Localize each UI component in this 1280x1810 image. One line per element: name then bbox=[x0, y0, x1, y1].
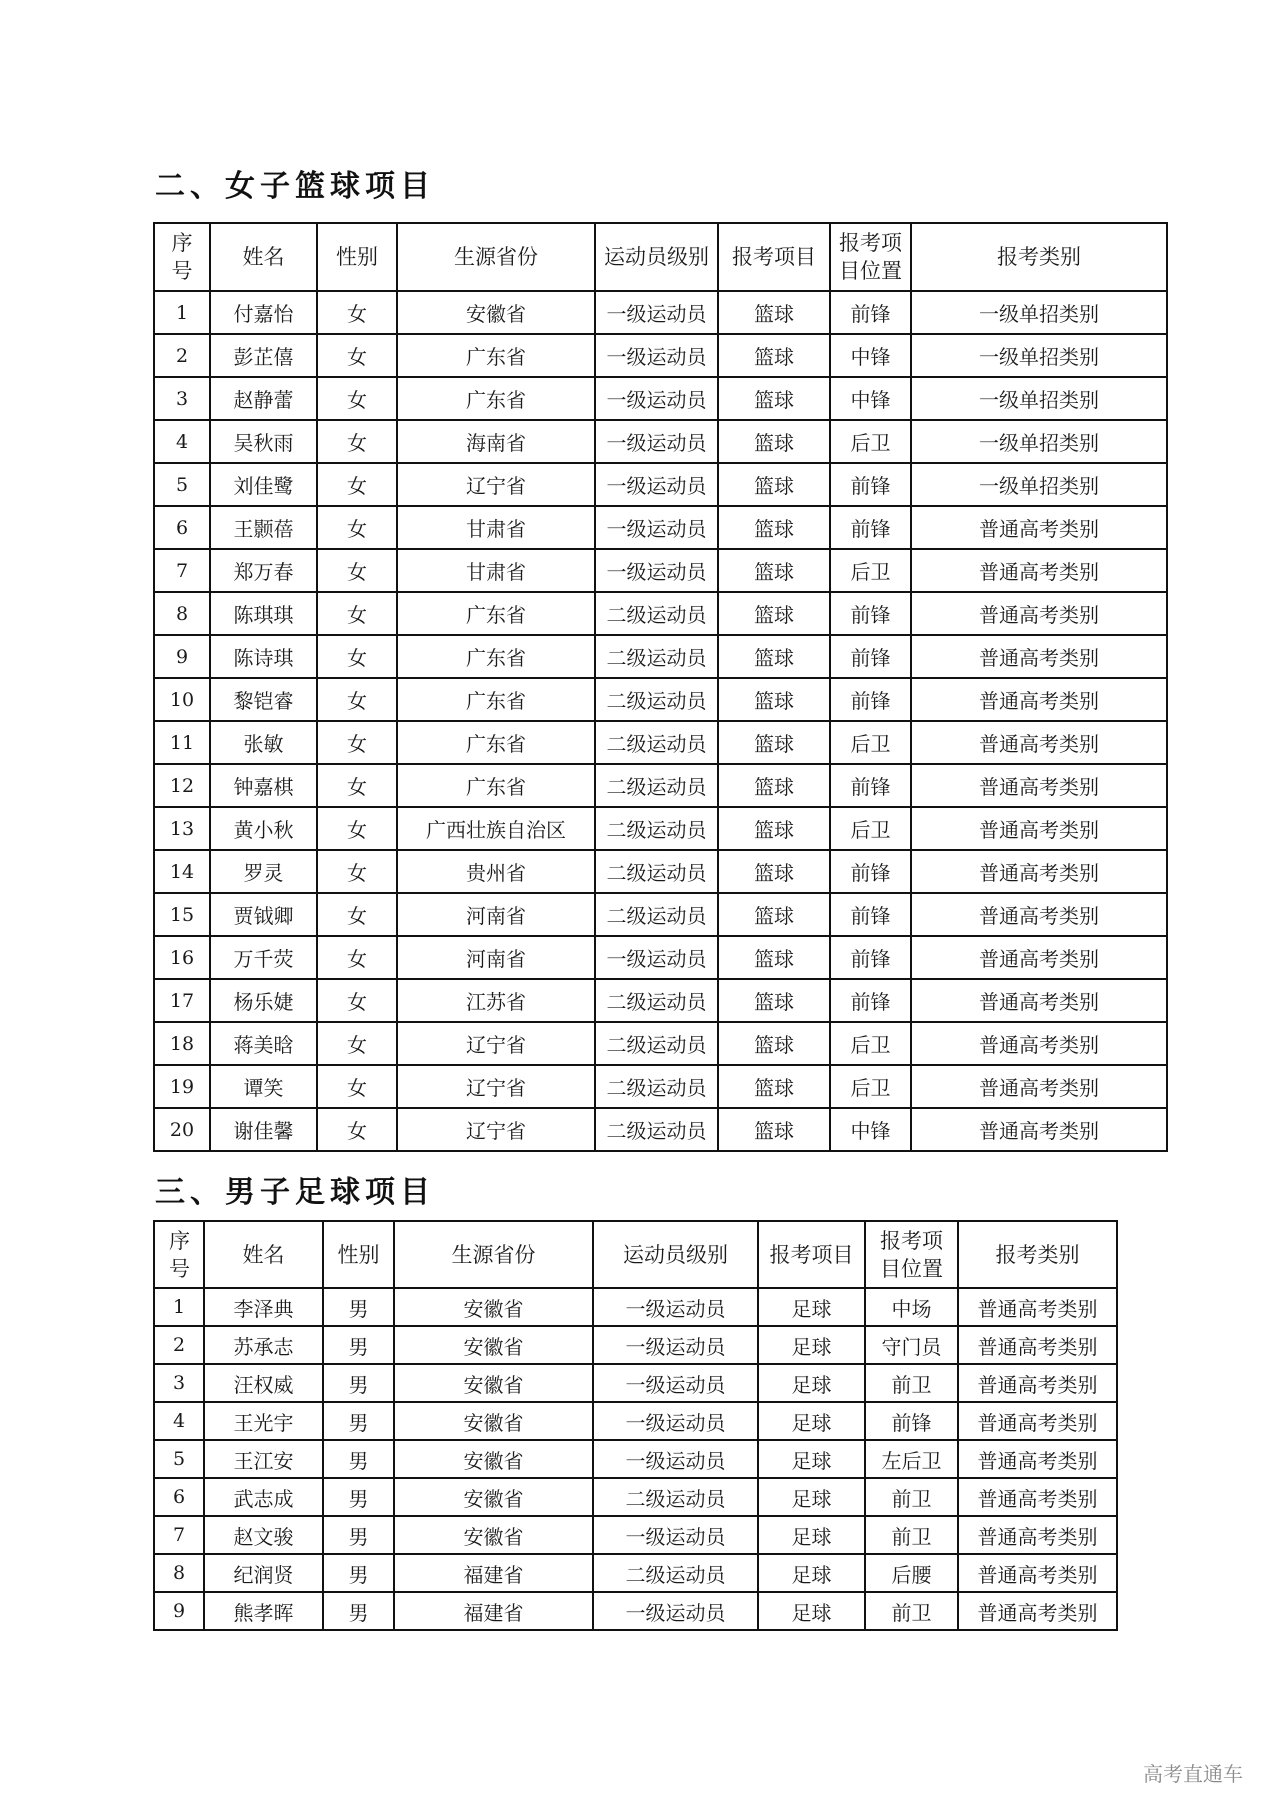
cell-name: 赵静蕾 bbox=[210, 377, 317, 420]
cell-gender: 女 bbox=[317, 893, 397, 936]
cell-seq: 6 bbox=[154, 506, 210, 549]
cell-gender: 男 bbox=[323, 1516, 394, 1554]
cell-athlete-level: 二级运动员 bbox=[595, 678, 718, 721]
table-row bbox=[154, 850, 1167, 893]
cell-position: 守门员 bbox=[865, 1326, 958, 1364]
cell-sport: 篮球 bbox=[718, 1108, 830, 1151]
cell-name: 谭笑 bbox=[210, 1065, 317, 1108]
cell-category: 普通高考类别 bbox=[911, 506, 1167, 549]
cell-province: 福建省 bbox=[394, 1554, 593, 1592]
cell-position: 后卫 bbox=[830, 549, 911, 592]
cell-position: 前锋 bbox=[830, 936, 911, 979]
column-header-province: 生源省份 bbox=[394, 1221, 593, 1288]
table-row bbox=[154, 979, 1167, 1022]
cell-sport: 足球 bbox=[758, 1326, 865, 1364]
cell-name: 李泽典 bbox=[204, 1288, 323, 1326]
cell-sport: 篮球 bbox=[718, 1065, 830, 1108]
cell-province: 贵州省 bbox=[397, 850, 595, 893]
table-row bbox=[154, 463, 1167, 506]
cell-athlete-level: 二级运动员 bbox=[595, 635, 718, 678]
cell-seq: 2 bbox=[154, 334, 210, 377]
column-header-name: 姓名 bbox=[204, 1221, 323, 1288]
cell-seq: 14 bbox=[154, 850, 210, 893]
cell-position: 后腰 bbox=[865, 1554, 958, 1592]
column-header-position: 报考项目位置 bbox=[830, 223, 911, 291]
cell-athlete-level: 一级运动员 bbox=[593, 1364, 758, 1402]
cell-seq: 8 bbox=[154, 592, 210, 635]
cell-sport: 篮球 bbox=[718, 463, 830, 506]
cell-position: 中锋 bbox=[830, 377, 911, 420]
column-header-category: 报考类别 bbox=[911, 223, 1167, 291]
cell-name: 张敏 bbox=[210, 721, 317, 764]
cell-province: 安徽省 bbox=[394, 1326, 593, 1364]
cell-position: 前锋 bbox=[830, 893, 911, 936]
cell-province: 海南省 bbox=[397, 420, 595, 463]
cell-gender: 女 bbox=[317, 463, 397, 506]
cell-province: 安徽省 bbox=[394, 1478, 593, 1516]
cell-athlete-level: 二级运动员 bbox=[595, 893, 718, 936]
cell-athlete-level: 一级运动员 bbox=[595, 936, 718, 979]
cell-name: 吴秋雨 bbox=[210, 420, 317, 463]
cell-position: 前锋 bbox=[830, 979, 911, 1022]
cell-gender: 女 bbox=[317, 334, 397, 377]
cell-gender: 女 bbox=[317, 1065, 397, 1108]
column-header-position: 报考项目位置 bbox=[865, 1221, 958, 1288]
cell-athlete-level: 一级运动员 bbox=[595, 506, 718, 549]
table-row bbox=[154, 506, 1167, 549]
cell-gender: 女 bbox=[317, 936, 397, 979]
cell-seq: 3 bbox=[154, 377, 210, 420]
cell-name: 赵文骏 bbox=[204, 1516, 323, 1554]
cell-position: 后卫 bbox=[830, 1022, 911, 1065]
table-body bbox=[154, 1288, 1117, 1630]
cell-category: 一级单招类别 bbox=[911, 420, 1167, 463]
cell-seq: 18 bbox=[154, 1022, 210, 1065]
cell-sport: 篮球 bbox=[718, 721, 830, 764]
cell-name: 付嘉怡 bbox=[210, 291, 317, 334]
table-row bbox=[154, 1108, 1167, 1151]
cell-category: 普通高考类别 bbox=[958, 1592, 1117, 1630]
womens-basketball-table bbox=[153, 222, 1168, 1152]
cell-province: 广东省 bbox=[397, 377, 595, 420]
cell-seq: 5 bbox=[154, 1440, 204, 1478]
cell-sport: 篮球 bbox=[718, 291, 830, 334]
section-title-womens-basketball: 二、女子篮球项目 bbox=[155, 169, 435, 204]
cell-gender: 女 bbox=[317, 592, 397, 635]
column-header-sport: 报考项目 bbox=[718, 223, 830, 291]
table-row bbox=[154, 1516, 1117, 1554]
cell-category: 普通高考类别 bbox=[958, 1402, 1117, 1440]
cell-category: 普通高考类别 bbox=[911, 1108, 1167, 1151]
cell-category: 普通高考类别 bbox=[958, 1326, 1117, 1364]
cell-gender: 女 bbox=[317, 549, 397, 592]
cell-category: 普通高考类别 bbox=[911, 592, 1167, 635]
cell-seq: 1 bbox=[154, 291, 210, 334]
cell-gender: 女 bbox=[317, 291, 397, 334]
cell-category: 普通高考类别 bbox=[911, 721, 1167, 764]
table-row bbox=[154, 420, 1167, 463]
cell-position: 前锋 bbox=[830, 850, 911, 893]
cell-sport: 足球 bbox=[758, 1478, 865, 1516]
cell-category: 普通高考类别 bbox=[958, 1516, 1117, 1554]
cell-gender: 女 bbox=[317, 678, 397, 721]
cell-category: 普通高考类别 bbox=[911, 893, 1167, 936]
table-row bbox=[154, 807, 1167, 850]
cell-sport: 篮球 bbox=[718, 678, 830, 721]
cell-category: 普通高考类别 bbox=[911, 635, 1167, 678]
cell-category: 普通高考类别 bbox=[958, 1364, 1117, 1402]
cell-name: 蒋美晗 bbox=[210, 1022, 317, 1065]
cell-name: 王光宇 bbox=[204, 1402, 323, 1440]
cell-seq: 17 bbox=[154, 979, 210, 1022]
cell-province: 安徽省 bbox=[394, 1516, 593, 1554]
cell-sport: 篮球 bbox=[718, 979, 830, 1022]
cell-sport: 篮球 bbox=[718, 1022, 830, 1065]
cell-province: 辽宁省 bbox=[397, 463, 595, 506]
cell-seq: 5 bbox=[154, 463, 210, 506]
cell-gender: 女 bbox=[317, 850, 397, 893]
cell-position: 前卫 bbox=[865, 1516, 958, 1554]
cell-position: 前锋 bbox=[830, 506, 911, 549]
cell-name: 刘佳鹭 bbox=[210, 463, 317, 506]
cell-name: 郑万春 bbox=[210, 549, 317, 592]
table-row bbox=[154, 1554, 1117, 1592]
cell-province: 广西壮族自治区 bbox=[397, 807, 595, 850]
section-title-mens-football: 三、男子足球项目 bbox=[155, 1175, 435, 1210]
cell-category: 普通高考类别 bbox=[911, 807, 1167, 850]
cell-athlete-level: 一级运动员 bbox=[595, 463, 718, 506]
cell-province: 安徽省 bbox=[397, 291, 595, 334]
cell-sport: 足球 bbox=[758, 1288, 865, 1326]
cell-name: 杨乐婕 bbox=[210, 979, 317, 1022]
cell-category: 普通高考类别 bbox=[958, 1554, 1117, 1592]
cell-position: 前锋 bbox=[830, 678, 911, 721]
cell-province: 河南省 bbox=[397, 893, 595, 936]
cell-position: 中场 bbox=[865, 1288, 958, 1326]
cell-province: 广东省 bbox=[397, 721, 595, 764]
cell-sport: 篮球 bbox=[718, 850, 830, 893]
cell-sport: 篮球 bbox=[718, 592, 830, 635]
cell-seq: 2 bbox=[154, 1326, 204, 1364]
cell-name: 熊孝晖 bbox=[204, 1592, 323, 1630]
cell-athlete-level: 二级运动员 bbox=[595, 764, 718, 807]
cell-province: 广东省 bbox=[397, 592, 595, 635]
cell-gender: 男 bbox=[323, 1288, 394, 1326]
cell-sport: 篮球 bbox=[718, 420, 830, 463]
cell-position: 中锋 bbox=[830, 1108, 911, 1151]
cell-name: 贾钺卿 bbox=[210, 893, 317, 936]
cell-sport: 篮球 bbox=[718, 334, 830, 377]
table-row bbox=[154, 1065, 1167, 1108]
cell-name: 陈诗琪 bbox=[210, 635, 317, 678]
cell-seq: 7 bbox=[154, 1516, 204, 1554]
cell-category: 普通高考类别 bbox=[911, 549, 1167, 592]
cell-position: 前锋 bbox=[830, 463, 911, 506]
cell-name: 罗灵 bbox=[210, 850, 317, 893]
cell-gender: 女 bbox=[317, 807, 397, 850]
cell-sport: 足球 bbox=[758, 1516, 865, 1554]
cell-name: 武志成 bbox=[204, 1478, 323, 1516]
table-row bbox=[154, 549, 1167, 592]
cell-category: 普通高考类别 bbox=[911, 764, 1167, 807]
table-row bbox=[154, 764, 1167, 807]
cell-gender: 女 bbox=[317, 635, 397, 678]
cell-sport: 篮球 bbox=[718, 807, 830, 850]
table-header bbox=[154, 223, 1167, 291]
cell-gender: 男 bbox=[323, 1402, 394, 1440]
cell-seq: 11 bbox=[154, 721, 210, 764]
table-row bbox=[154, 334, 1167, 377]
table-row bbox=[154, 291, 1167, 334]
cell-province: 辽宁省 bbox=[397, 1022, 595, 1065]
cell-province: 安徽省 bbox=[394, 1402, 593, 1440]
cell-gender: 男 bbox=[323, 1478, 394, 1516]
cell-name: 苏承志 bbox=[204, 1326, 323, 1364]
cell-seq: 15 bbox=[154, 893, 210, 936]
cell-athlete-level: 一级运动员 bbox=[595, 291, 718, 334]
cell-name: 纪润贤 bbox=[204, 1554, 323, 1592]
cell-athlete-level: 二级运动员 bbox=[595, 1022, 718, 1065]
cell-name: 黄小秋 bbox=[210, 807, 317, 850]
cell-category: 一级单招类别 bbox=[911, 463, 1167, 506]
cell-athlete-level: 一级运动员 bbox=[595, 377, 718, 420]
cell-gender: 女 bbox=[317, 506, 397, 549]
cell-name: 王江安 bbox=[204, 1440, 323, 1478]
cell-sport: 篮球 bbox=[718, 635, 830, 678]
table-body bbox=[154, 291, 1167, 1151]
cell-position: 后卫 bbox=[830, 1065, 911, 1108]
cell-sport: 篮球 bbox=[718, 936, 830, 979]
cell-seq: 9 bbox=[154, 1592, 204, 1630]
column-header-athlete-level: 运动员级别 bbox=[593, 1221, 758, 1288]
cell-position: 前锋 bbox=[830, 291, 911, 334]
column-header-sport: 报考项目 bbox=[758, 1221, 865, 1288]
cell-athlete-level: 一级运动员 bbox=[593, 1402, 758, 1440]
cell-gender: 女 bbox=[317, 721, 397, 764]
cell-position: 后卫 bbox=[830, 420, 911, 463]
column-header-gender: 性别 bbox=[317, 223, 397, 291]
cell-athlete-level: 二级运动员 bbox=[595, 979, 718, 1022]
cell-position: 前卫 bbox=[865, 1592, 958, 1630]
table-row bbox=[154, 1440, 1117, 1478]
cell-position: 左后卫 bbox=[865, 1440, 958, 1478]
cell-athlete-level: 一级运动员 bbox=[593, 1516, 758, 1554]
table-row bbox=[154, 678, 1167, 721]
cell-category: 普通高考类别 bbox=[958, 1478, 1117, 1516]
cell-category: 普通高考类别 bbox=[911, 936, 1167, 979]
cell-position: 前锋 bbox=[865, 1402, 958, 1440]
cell-athlete-level: 二级运动员 bbox=[593, 1554, 758, 1592]
cell-athlete-level: 二级运动员 bbox=[595, 1108, 718, 1151]
cell-gender: 女 bbox=[317, 1022, 397, 1065]
cell-athlete-level: 二级运动员 bbox=[595, 592, 718, 635]
cell-athlete-level: 一级运动员 bbox=[595, 334, 718, 377]
cell-athlete-level: 一级运动员 bbox=[593, 1592, 758, 1630]
cell-athlete-level: 一级运动员 bbox=[595, 420, 718, 463]
cell-seq: 20 bbox=[154, 1108, 210, 1151]
cell-province: 甘肃省 bbox=[397, 549, 595, 592]
cell-seq: 8 bbox=[154, 1554, 204, 1592]
column-header-seq: 序号 bbox=[154, 223, 210, 291]
cell-seq: 7 bbox=[154, 549, 210, 592]
column-header-gender: 性别 bbox=[323, 1221, 394, 1288]
cell-athlete-level: 二级运动员 bbox=[595, 850, 718, 893]
cell-sport: 足球 bbox=[758, 1440, 865, 1478]
cell-athlete-level: 二级运动员 bbox=[595, 1065, 718, 1108]
cell-sport: 篮球 bbox=[718, 506, 830, 549]
cell-sport: 篮球 bbox=[718, 764, 830, 807]
cell-province: 甘肃省 bbox=[397, 506, 595, 549]
cell-province: 安徽省 bbox=[394, 1440, 593, 1478]
table-row bbox=[154, 1288, 1117, 1326]
cell-gender: 女 bbox=[317, 377, 397, 420]
cell-category: 一级单招类别 bbox=[911, 334, 1167, 377]
cell-category: 普通高考类别 bbox=[958, 1440, 1117, 1478]
cell-seq: 3 bbox=[154, 1364, 204, 1402]
cell-seq: 4 bbox=[154, 1402, 204, 1440]
cell-sport: 篮球 bbox=[718, 893, 830, 936]
column-header-category: 报考类别 bbox=[958, 1221, 1117, 1288]
cell-gender: 女 bbox=[317, 979, 397, 1022]
cell-province: 广东省 bbox=[397, 678, 595, 721]
cell-province: 福建省 bbox=[394, 1592, 593, 1630]
table-row bbox=[154, 1022, 1167, 1065]
cell-province: 辽宁省 bbox=[397, 1108, 595, 1151]
cell-position: 前锋 bbox=[830, 635, 911, 678]
cell-province: 广东省 bbox=[397, 334, 595, 377]
cell-province: 辽宁省 bbox=[397, 1065, 595, 1108]
cell-province: 河南省 bbox=[397, 936, 595, 979]
cell-athlete-level: 二级运动员 bbox=[595, 721, 718, 764]
cell-position: 前锋 bbox=[830, 764, 911, 807]
cell-province: 江苏省 bbox=[397, 979, 595, 1022]
cell-name: 王颢蓓 bbox=[210, 506, 317, 549]
cell-athlete-level: 一级运动员 bbox=[595, 549, 718, 592]
cell-seq: 16 bbox=[154, 936, 210, 979]
table-row bbox=[154, 1364, 1117, 1402]
watermark: 高考直通车 bbox=[1143, 1762, 1243, 1786]
cell-gender: 男 bbox=[323, 1364, 394, 1402]
cell-gender: 女 bbox=[317, 1108, 397, 1151]
cell-name: 万千荧 bbox=[210, 936, 317, 979]
cell-position: 后卫 bbox=[830, 807, 911, 850]
cell-category: 普通高考类别 bbox=[911, 1022, 1167, 1065]
cell-category: 普通高考类别 bbox=[958, 1288, 1117, 1326]
column-header-athlete-level: 运动员级别 bbox=[595, 223, 718, 291]
cell-category: 普通高考类别 bbox=[911, 678, 1167, 721]
cell-province: 广东省 bbox=[397, 635, 595, 678]
cell-province: 安徽省 bbox=[394, 1288, 593, 1326]
cell-athlete-level: 二级运动员 bbox=[593, 1478, 758, 1516]
table-row bbox=[154, 1326, 1117, 1364]
cell-athlete-level: 二级运动员 bbox=[595, 807, 718, 850]
table-row bbox=[154, 635, 1167, 678]
cell-position: 前卫 bbox=[865, 1364, 958, 1402]
cell-position: 中锋 bbox=[830, 334, 911, 377]
cell-sport: 足球 bbox=[758, 1554, 865, 1592]
cell-athlete-level: 一级运动员 bbox=[593, 1326, 758, 1364]
cell-province: 安徽省 bbox=[394, 1364, 593, 1402]
cell-category: 普通高考类别 bbox=[911, 979, 1167, 1022]
cell-seq: 19 bbox=[154, 1065, 210, 1108]
cell-seq: 10 bbox=[154, 678, 210, 721]
table-row bbox=[154, 1478, 1117, 1516]
column-header-province: 生源省份 bbox=[397, 223, 595, 291]
table-row bbox=[154, 893, 1167, 936]
mens-football-table bbox=[153, 1220, 1118, 1631]
cell-sport: 足球 bbox=[758, 1402, 865, 1440]
cell-position: 后卫 bbox=[830, 721, 911, 764]
cell-category: 一级单招类别 bbox=[911, 291, 1167, 334]
cell-seq: 1 bbox=[154, 1288, 204, 1326]
column-header-name: 姓名 bbox=[210, 223, 317, 291]
table-row bbox=[154, 592, 1167, 635]
table-row bbox=[154, 936, 1167, 979]
cell-category: 一级单招类别 bbox=[911, 377, 1167, 420]
cell-name: 黎铠睿 bbox=[210, 678, 317, 721]
table-row bbox=[154, 721, 1167, 764]
cell-name: 钟嘉棋 bbox=[210, 764, 317, 807]
cell-position: 前卫 bbox=[865, 1478, 958, 1516]
cell-sport: 篮球 bbox=[718, 549, 830, 592]
cell-sport: 足球 bbox=[758, 1364, 865, 1402]
cell-position: 前锋 bbox=[830, 592, 911, 635]
cell-name: 谢佳馨 bbox=[210, 1108, 317, 1151]
table-row bbox=[154, 1592, 1117, 1630]
table-row bbox=[154, 1402, 1117, 1440]
table-row bbox=[154, 377, 1167, 420]
table-header bbox=[154, 1221, 1117, 1288]
cell-category: 普通高考类别 bbox=[911, 850, 1167, 893]
cell-name: 汪权威 bbox=[204, 1364, 323, 1402]
cell-province: 广东省 bbox=[397, 764, 595, 807]
cell-gender: 女 bbox=[317, 764, 397, 807]
cell-seq: 13 bbox=[154, 807, 210, 850]
cell-sport: 篮球 bbox=[718, 377, 830, 420]
cell-name: 陈琪琪 bbox=[210, 592, 317, 635]
cell-gender: 男 bbox=[323, 1554, 394, 1592]
cell-seq: 12 bbox=[154, 764, 210, 807]
cell-seq: 4 bbox=[154, 420, 210, 463]
column-header-seq: 序号 bbox=[154, 1221, 204, 1288]
cell-category: 普通高考类别 bbox=[911, 1065, 1167, 1108]
cell-athlete-level: 一级运动员 bbox=[593, 1288, 758, 1326]
cell-seq: 9 bbox=[154, 635, 210, 678]
cell-gender: 女 bbox=[317, 420, 397, 463]
cell-name: 彭芷僖 bbox=[210, 334, 317, 377]
cell-athlete-level: 一级运动员 bbox=[593, 1440, 758, 1478]
cell-seq: 6 bbox=[154, 1478, 204, 1516]
cell-gender: 男 bbox=[323, 1592, 394, 1630]
cell-sport: 足球 bbox=[758, 1592, 865, 1630]
cell-gender: 男 bbox=[323, 1440, 394, 1478]
cell-gender: 男 bbox=[323, 1326, 394, 1364]
